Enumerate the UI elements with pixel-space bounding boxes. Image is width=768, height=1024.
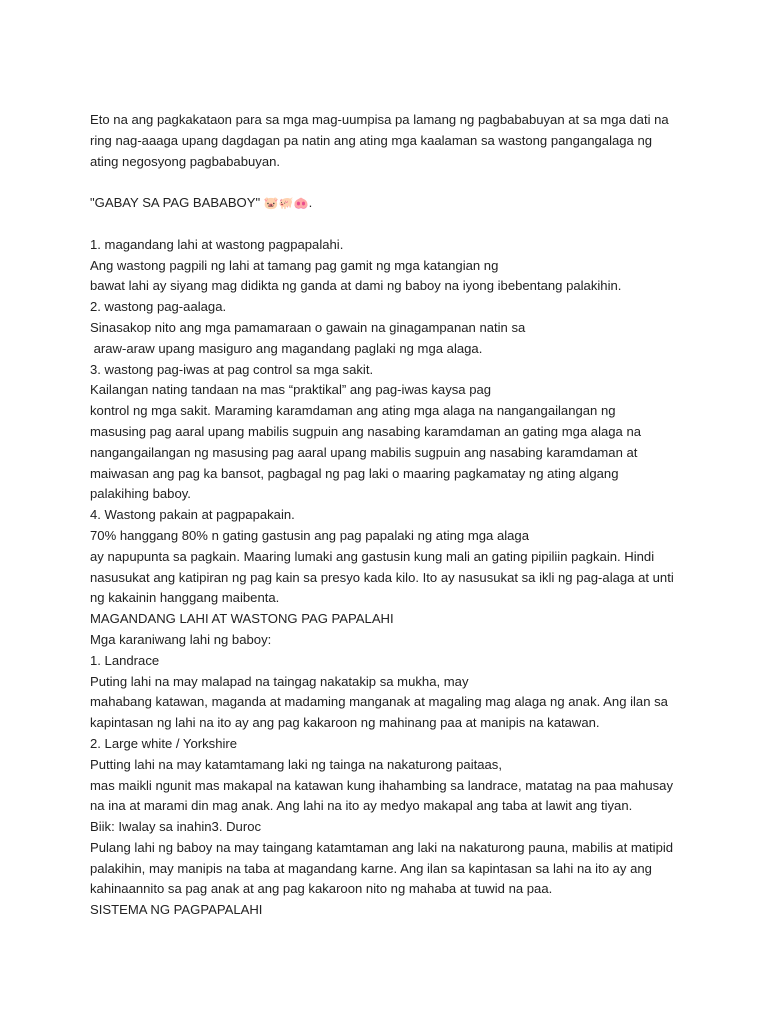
body-line: SISTEMA NG PAGPAPALAHI [90,902,263,918]
body-line: Putting lahi na may katamtamang laki ng tainga na nakaturong paitaas, [90,756,502,772]
body-line: kontrol ng mga sakit. Maraming karamdaman ang ating mga alaga na nangangailangan ng [90,403,616,419]
body-line: Pulang lahi ng baboy na may taingang katamtaman ang laki na nakaturong pauna, mabilis at matipid [90,839,674,855]
body-line: maiwasan ang pag ka bansot, pagbagal ng pag laki o maaring pagkamatay ng ating algang [90,465,619,481]
body-line: 2. wastong pag-aalaga. [90,299,227,315]
body-line: 70% hanggang 80% n gating gastusin ang pag papalaki ng ating mga alaga [90,527,529,543]
body-line: Biik: Iwalay sa inahin3. Duroc [90,819,262,835]
body-line: palakihing baboy. [90,486,191,502]
body-line: bawat lahi ay siyang mag didikta ng ganda at dami ng baboy na iyong ibebentang palakihin. [90,278,622,294]
document-body [90,110,690,921]
body-line: Ang wastong pagpili ng lahi at tamang pag gamit ng mga katangian ng [90,257,499,273]
body-line: nangangailangan ng masusing pag aaral upang mabilis sugpuin ang nasabing karamdaman at [90,444,638,460]
body-line: mahabang katawan, maganda at madaming manganak at magaling mag alaga ng anak. Ang ilan sa [90,694,668,710]
body-line: Sinasakop nito ang mga pamamaraan o gawain na ginagampanan natin sa [90,319,526,335]
body-line: palakihin, may manipis na taba at magandang karne. Ang ilan sa kapintasan sa lahi na ito ay ang [90,860,652,876]
body-line: araw-araw upang masiguro ang magandang paglaki ng mga alaga. [90,340,483,356]
guide-heading [90,193,690,214]
body-line: 4. Wastong pakain at pagpapakain. [90,507,295,523]
paragraph-gap [90,172,690,193]
intro-line: ring nag-aaaga upang dagdagan pa natin ang ating mga kaalaman sa wastong pangangalaga ng [90,132,653,148]
body-line: 1. Landrace [90,652,160,668]
body-line: Kailangan nating tandaan na mas “praktikal” ang pag-iwas kaysa pag [90,382,492,398]
intro-paragraph [90,110,690,172]
body-line: 1. magandang lahi at wastong pagpapalahi. [90,236,344,252]
body-line: Mga karaniwang lahi ng baboy: [90,631,272,647]
body-section [90,235,690,921]
intro-line: ating negosyong pagbababuyan. [90,153,281,169]
body-line: 2. Large white / Yorkshire [90,735,238,751]
body-line: ay napupunta sa pagkain. Maaring lumaki ang gastusin kung mali an gating pipiliin pagkain. Hindi [90,548,655,564]
body-line: kapintasan ng lahi na ito ay ang pag kakaroon ng mahinang paa at manipis na katawan. [90,715,600,731]
pig-emoji-icon: 🐷🐖🐽 [263,196,309,211]
paragraph-gap [90,214,690,235]
guide-heading-trailing: . [308,195,313,211]
body-line: masusing pag aaral upang mabilis sugpuin ang nasabing karamdaman an gating mga alaga na [90,423,642,439]
body-line: nasusukat ang katipiran ng pag kain sa presyo kada kilo. Ito ay nasusukat sa ikli ng pag-alaga at unti [90,569,674,585]
body-line: na ina at marami din mag anak. Ang lahi na ito ay medyo makapal ang taba at lawit ang tiyan. [90,798,633,814]
guide-heading-text: "GABAY SA PAG BABABOY" [90,195,264,211]
body-line: ng kakainin hanggang maibenta. [90,590,280,606]
body-line: mas maikli ngunit mas makapal na katawan kung ihahambing sa landrace, matatag na paa mahusay [90,777,674,793]
intro-line: Eto na ang pagkakataon para sa mga mag-uumpisa pa lamang ng pagbababuyan at sa mga dati na [90,112,669,127]
body-line: MAGANDANG LAHI AT WASTONG PAG PAPALAHI [90,611,394,627]
body-line: kahinaannito sa pag anak at ang pag kakaroon nito ng mahaba at tuwid na paa. [90,881,553,897]
body-line: Puting lahi na may malapad na taingag nakatakip sa mukha, may [90,673,469,689]
body-line: 3. wastong pag-iwas at pag control sa mga sakit. [90,361,374,377]
